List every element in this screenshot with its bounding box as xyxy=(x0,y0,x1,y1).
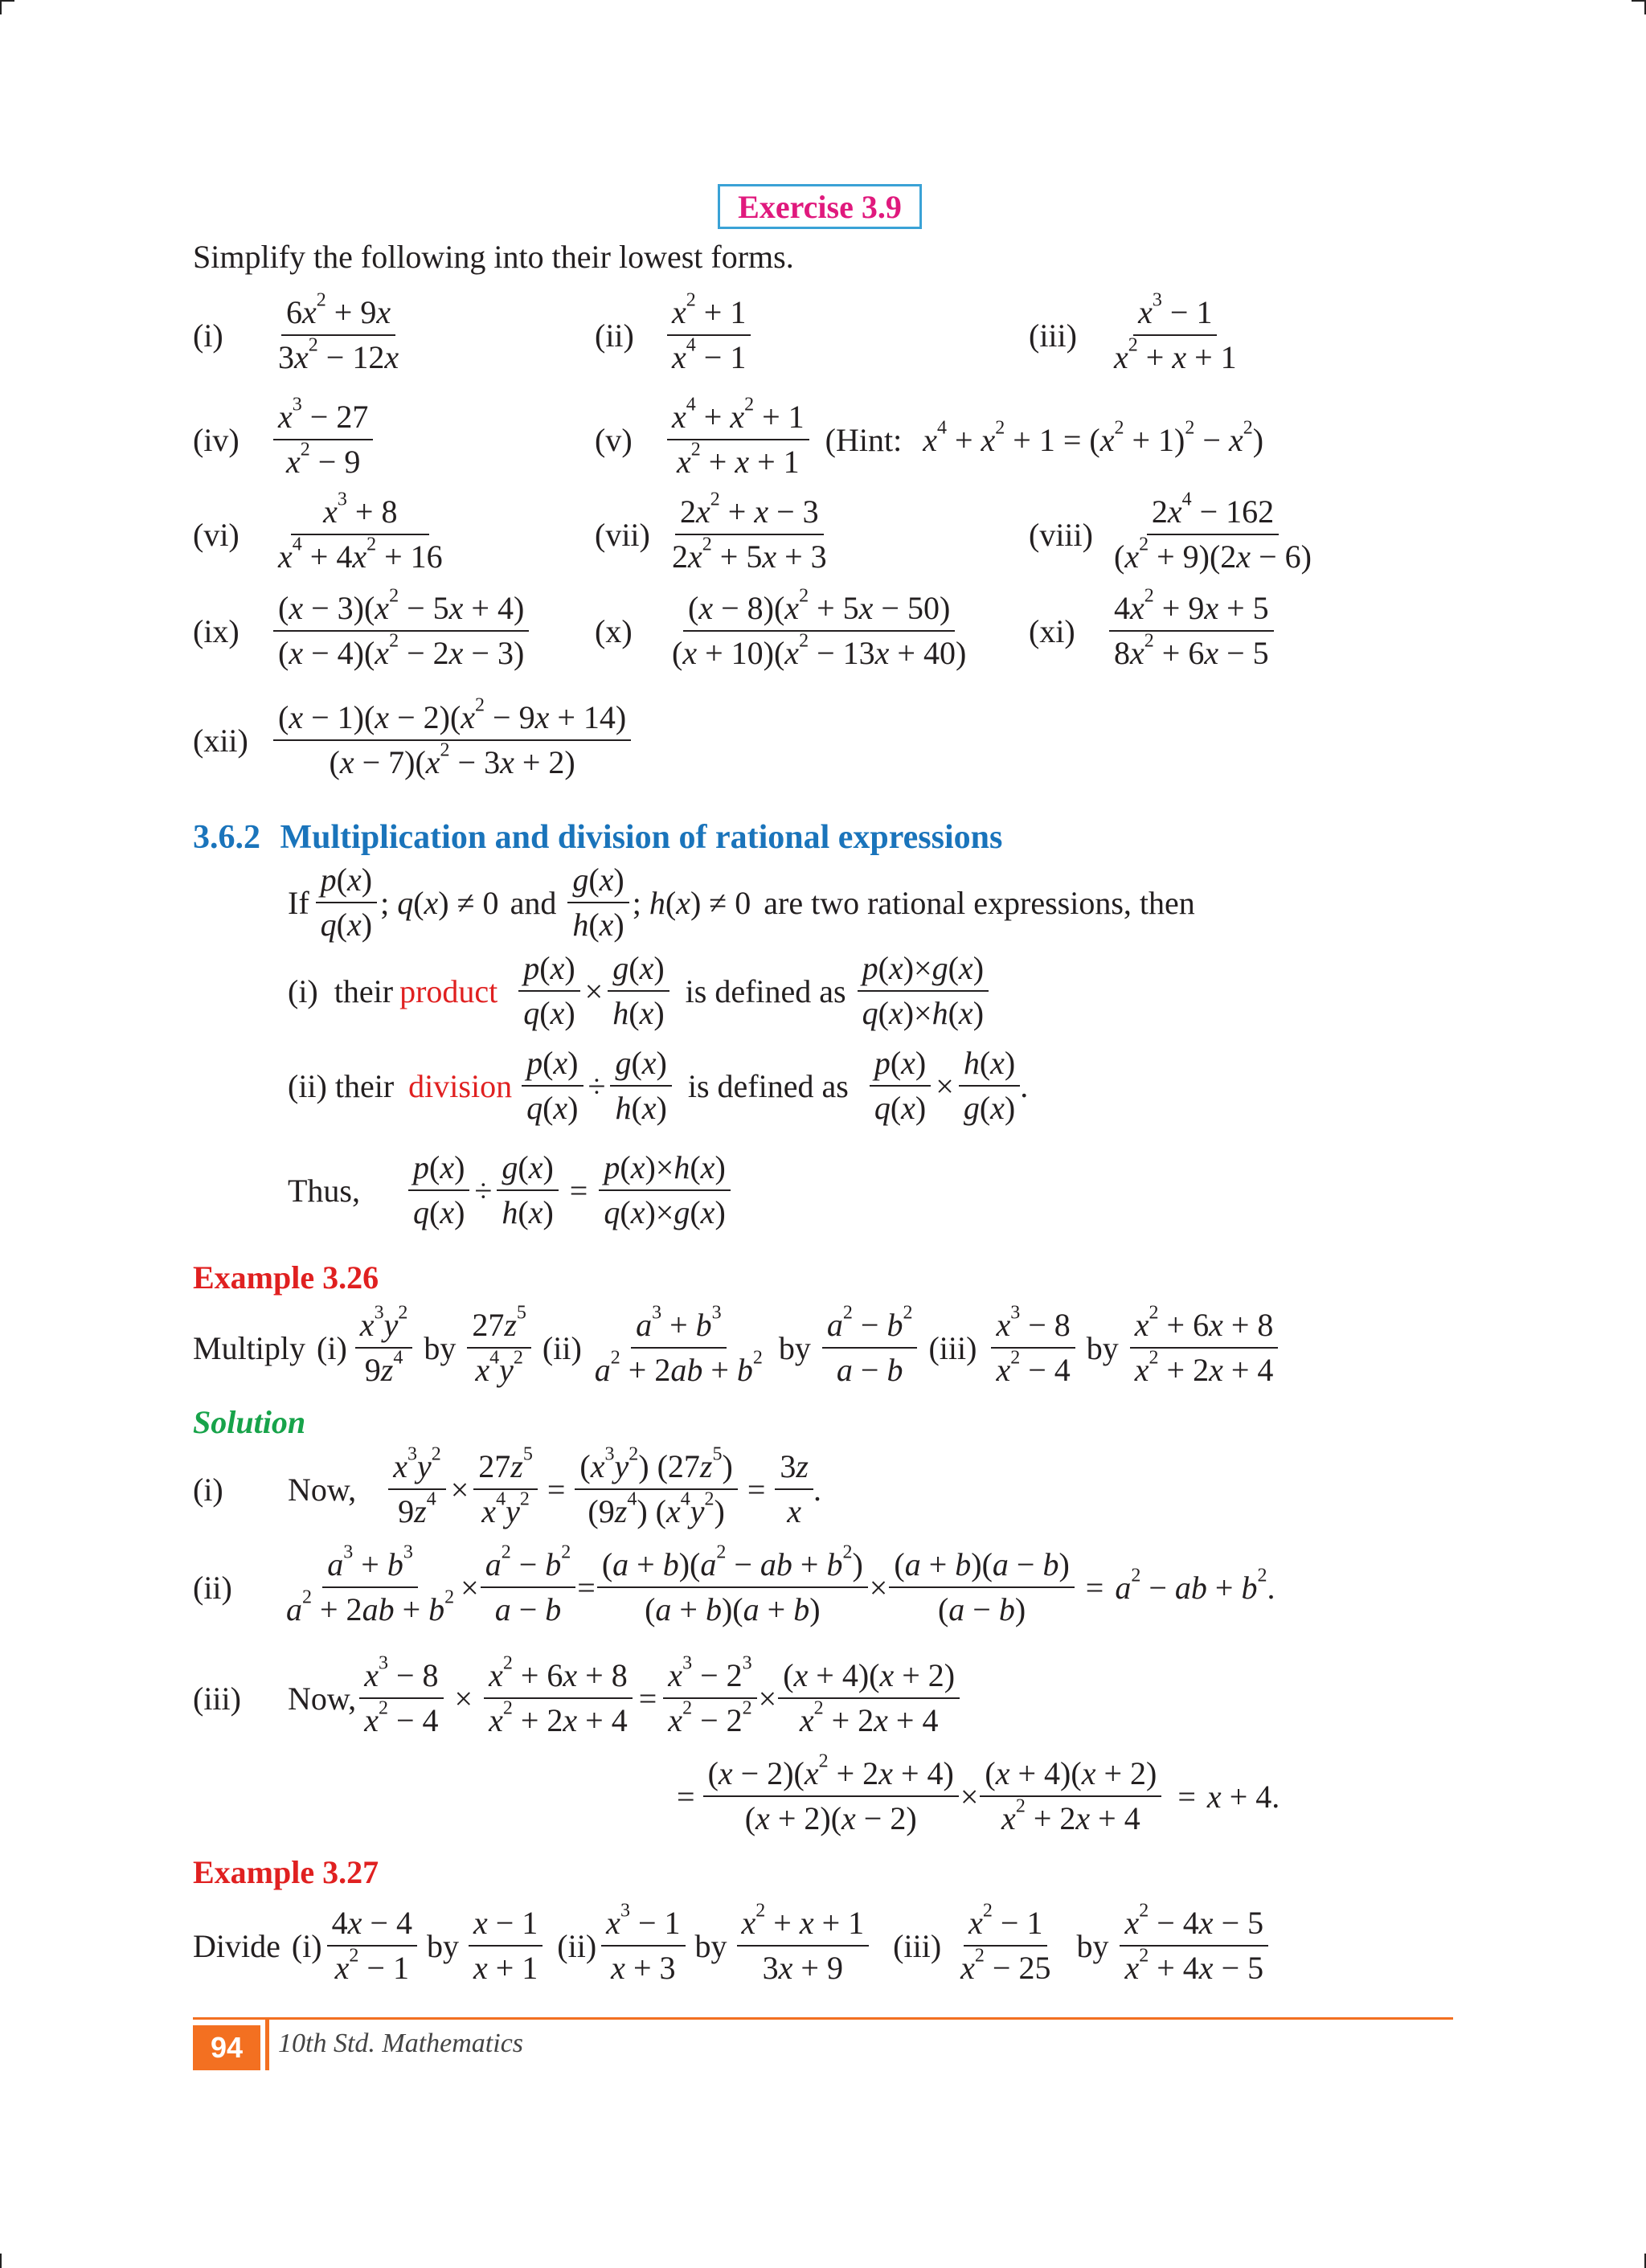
part-label: (i) xyxy=(193,1471,223,1508)
fraction: $\frac{a^2 - b^2}{a - b}$ xyxy=(822,1307,918,1389)
solution-part-ii xyxy=(193,1541,1275,1628)
crop-mark-bottom-left xyxy=(0,2254,2,2268)
section-heading xyxy=(193,818,1002,857)
item-label: (vii) xyxy=(595,516,650,553)
fraction: $\frac{x^3y^2}{9z^4}$ xyxy=(355,1307,413,1389)
product-word: product xyxy=(399,972,498,1009)
fraction: $\frac{x^3 - 8}{x^2 - 4}$ xyxy=(359,1657,443,1739)
fraction: $\frac{p(x)}{q(x)}$ xyxy=(522,1045,583,1127)
part-label: (iii) xyxy=(193,1680,241,1717)
solution-part-iii-continued xyxy=(677,1750,1280,1837)
fraction: $\frac{3z}{x}$ xyxy=(775,1448,813,1530)
fraction: $\frac{p(x)}{q(x)}$ xyxy=(518,950,579,1032)
product-definition xyxy=(288,950,989,1032)
exercise-item-x xyxy=(595,585,971,672)
fraction: $\frac{(a + b)(a^2 - ab + b^2)}{(a + b)(a + b)}$ xyxy=(597,1546,868,1628)
fraction: $\frac{x^2 + 6x + 8}{x^2 + 2x + 4}$ xyxy=(484,1657,633,1739)
definition-tail: are two rational expressions, then xyxy=(764,884,1195,921)
division-word: division xyxy=(408,1067,513,1104)
fraction: $\frac{p(x)\times g(x)}{q(x)\times h(x)}$ xyxy=(858,950,989,1032)
section-number: 3.6.2 xyxy=(193,819,260,856)
by-word: by xyxy=(1076,1927,1109,1964)
fraction: $\frac{x^3 - 27}{x^2 - 9}$ xyxy=(273,399,373,481)
if-word: If xyxy=(288,884,309,921)
times-sign: × xyxy=(960,1778,979,1815)
example-3-26-title: Example 3.26 xyxy=(193,1259,379,1296)
fraction: $\frac{p(x)}{q(x)}$ xyxy=(408,1149,469,1231)
exercise-item-v xyxy=(595,394,1264,481)
defined-as: is defined as xyxy=(687,1067,849,1104)
fraction: $\frac{x^3 - 2^3}{x^2 - 2^2}$ xyxy=(663,1657,756,1739)
fraction: $\frac{g(x)}{h(x)}$ xyxy=(608,950,669,1032)
divide-sign: ÷ xyxy=(588,1067,606,1104)
exercise-item-viii xyxy=(1029,489,1316,575)
equals-sign: = xyxy=(1085,1569,1104,1606)
product-lead: (i) their xyxy=(288,972,394,1009)
exercise-item-xi xyxy=(1029,585,1274,672)
equals-sign: = xyxy=(638,1680,657,1717)
fraction: $\frac{x^3y^2}{9z^4}$ xyxy=(388,1448,446,1530)
footer-divider xyxy=(265,2020,269,2070)
times-sign: × xyxy=(869,1569,888,1606)
fraction: $\frac{(x - 8)(x^2 + 5x - 50)}{(x + 10)(x^2 - 13x + 40)}$ xyxy=(672,585,967,671)
by-word: by xyxy=(778,1329,811,1366)
fraction: $\frac{4x^2 + 9x + 5}{8x^2 + 6x - 5}$ xyxy=(1109,590,1274,672)
part-label: (ii) xyxy=(557,1927,597,1964)
exercise-item-i xyxy=(193,289,403,376)
item-label: (i) xyxy=(193,317,223,354)
condition-h: ; h(x) ≠ 0 xyxy=(632,884,751,921)
part-label: (i) xyxy=(317,1329,347,1366)
fraction: $\frac{g(x)}{h(x)}$ xyxy=(567,862,629,944)
fraction: $\frac{x^2 + x + 1}{3x + 9}$ xyxy=(737,1905,870,1987)
part-label: (ii) xyxy=(542,1329,582,1366)
fraction: $\frac{x^2 + 1}{x^4 - 1}$ xyxy=(667,294,751,376)
section-title: Multiplication and division of rational expressions xyxy=(280,819,1003,856)
by-word: by xyxy=(426,1927,459,1964)
fraction: $\frac{6x^2 + 9x}{3x^2 - 12x}$ xyxy=(278,289,399,375)
fraction: $\frac{x^4 + x^2 + 1}{x^2 + x + 1}$ xyxy=(667,399,809,481)
exercise-title: Exercise 3.9 xyxy=(718,184,922,229)
part-label: (i) xyxy=(291,1927,322,1964)
fraction: $\frac{x^3 - 1}{x^2 + x + 1}$ xyxy=(1114,289,1237,375)
fraction: $\frac{a^3 + b^3}{a^2 + 2ab + b^2}$ xyxy=(594,1302,763,1388)
result: x + 4. xyxy=(1206,1778,1280,1815)
times-sign: × xyxy=(450,1471,469,1508)
exercise-item-ix xyxy=(193,585,529,672)
defined-as: is defined as xyxy=(685,972,846,1009)
fraction: $\frac{(a + b)(a - b)}{(a - b)}$ xyxy=(889,1546,1074,1628)
division-definition xyxy=(288,1045,1028,1127)
fraction: $\frac{(x - 2)(x^2 + 2x + 4)}{(x + 2)(x - 2)}$ xyxy=(703,1755,959,1837)
crop-mark-top-left xyxy=(0,0,2,14)
example-3-27-title: Example 3.27 xyxy=(193,1854,379,1890)
fraction: $\frac{x^2 - 4x - 5}{x^2 + 4x - 5}$ xyxy=(1120,1905,1268,1987)
divide-verb: Divide xyxy=(193,1927,280,1964)
fraction: $\frac{(x^3y^2) (27z^5)}{(9z^4) (x^4y^2)}$ xyxy=(575,1448,737,1530)
by-word: by xyxy=(424,1329,457,1366)
times-sign: × xyxy=(758,1680,777,1717)
equals-sign: = xyxy=(547,1471,566,1508)
fraction: $\frac{g(x)}{h(x)}$ xyxy=(497,1149,558,1231)
crop-mark-top-left-h xyxy=(0,0,14,2)
exercise-item-vi xyxy=(193,489,448,575)
item-label: (xi) xyxy=(1029,612,1075,649)
item-label: (vi) xyxy=(193,516,240,553)
divide-sign: ÷ xyxy=(474,1172,493,1209)
fraction: $\frac{27z^5}{x^4y^2}$ xyxy=(473,1448,538,1530)
equals-sign: = xyxy=(577,1569,596,1606)
crop-mark-top-right-h xyxy=(1632,0,1646,2)
fraction: $\frac{2x^4 - 162}{(x^2 + 9)(2x - 6)}$ xyxy=(1114,489,1312,575)
fraction: $\frac{g(x)}{h(x)}$ xyxy=(610,1045,671,1127)
result: $a^2$ − ab + $b^2$. xyxy=(1115,1564,1275,1606)
by-word: by xyxy=(1086,1329,1119,1366)
fraction: $\frac{x^2 + 6x + 8}{x^2 + 2x + 4}$ xyxy=(1130,1307,1279,1389)
exercise-item-iii xyxy=(1029,289,1242,376)
item-label: (iii) xyxy=(1029,317,1077,354)
item-label: (xii) xyxy=(193,722,248,759)
now-word: Now, xyxy=(288,1680,357,1717)
page-number: 94 xyxy=(193,2025,260,2070)
part-label: (ii) xyxy=(193,1569,232,1606)
fraction: $\frac{a^3 + b^3}{a^2 + 2ab + b^2}$ xyxy=(286,1541,455,1627)
period: . xyxy=(1020,1067,1029,1104)
exercise-item-iv xyxy=(193,394,373,481)
thus-word: Thus, xyxy=(288,1172,360,1209)
fraction: $\frac{x^3 + 8}{x^4 + 4x^2 + 16}$ xyxy=(278,489,443,575)
equals-sign: = xyxy=(569,1172,588,1209)
part-label: (iii) xyxy=(928,1329,977,1366)
solution-heading: Solution xyxy=(193,1404,306,1440)
solution-part-iii xyxy=(193,1652,960,1739)
fraction: $\frac{h(x)}{g(x)}$ xyxy=(959,1045,1020,1127)
fraction: $\frac{(x + 4)(x + 2)}{x^2 + 2x + 4}$ xyxy=(778,1657,960,1739)
item-label: (viii) xyxy=(1029,516,1093,553)
exercise-instruction: Simplify the following into their lowest forms. xyxy=(193,239,794,275)
item-label: (iv) xyxy=(193,421,240,458)
example-3-26-problem xyxy=(193,1302,1278,1389)
book-title: 10th Std. Mathematics xyxy=(278,2029,524,2058)
exercise-item-xii xyxy=(193,694,631,781)
equals-sign: = xyxy=(677,1778,695,1815)
fraction: $\frac{p(x)\times h(x)}{q(x)\times g(x)}$ xyxy=(599,1149,730,1231)
fraction: $\frac{x^3 - 1}{x + 3}$ xyxy=(601,1905,685,1987)
and-word: and xyxy=(510,884,557,921)
hint-prefix: (Hint: xyxy=(825,421,903,458)
fraction: $\frac{27z^5}{x^4y^2}$ xyxy=(467,1307,531,1389)
multiply-verb: Multiply xyxy=(193,1329,306,1366)
fraction: $\frac{(x - 1)(x - 2)(x^2 - 9x + 14)}{(x - 7)(x^2 - 3x + 2)}$ xyxy=(273,699,631,781)
part-label: (iii) xyxy=(893,1927,942,1964)
item-label: (v) xyxy=(595,421,633,458)
fraction: $\frac{4x - 4}{x^2 - 1}$ xyxy=(327,1905,417,1987)
item-label: (ix) xyxy=(193,612,240,649)
condition-q: ; q(x) ≠ 0 xyxy=(380,884,499,921)
fraction: $\frac{p(x)}{q(x)}$ xyxy=(870,1045,931,1127)
now-word: Now, xyxy=(288,1471,357,1508)
exercise-item-vii xyxy=(595,489,832,575)
period: . xyxy=(813,1471,821,1508)
fraction: $\frac{p(x)}{q(x)}$ xyxy=(316,862,377,944)
fraction: $\frac{x^2 - 1}{x^2 - 25}$ xyxy=(960,1900,1051,1986)
exercise-item-ii xyxy=(595,289,751,376)
example-3-27-problem xyxy=(193,1900,1268,1987)
thus-statement xyxy=(288,1149,731,1231)
hint-formula: $x^4 + x^2 + 1 = (x^2 + 1)^2 - x^2$) xyxy=(923,416,1264,458)
by-word: by xyxy=(694,1927,727,1964)
fraction: $\frac{(x + 4)(x + 2)}{x^2 + 2x + 4}$ xyxy=(980,1755,1161,1837)
fraction: $\frac{2x^2 + x - 3}{2x^2 + 5x + 3}$ xyxy=(672,489,827,575)
equals-sign: = xyxy=(1177,1778,1196,1815)
solution-part-i xyxy=(193,1443,821,1530)
times-sign: × xyxy=(461,1569,479,1606)
fraction: $\frac{(x - 3)(x^2 - 5x + 4)}{(x - 4)(x^2 - 2x - 3)}$ xyxy=(273,590,529,672)
fraction: $\frac{a^2 - b^2}{a - b}$ xyxy=(481,1546,576,1628)
item-label: (x) xyxy=(595,612,633,649)
division-lead: (ii) their xyxy=(288,1067,395,1104)
item-label: (ii) xyxy=(595,317,634,354)
fraction: $\frac{x - 1}{x + 1}$ xyxy=(469,1905,543,1987)
times-sign: × xyxy=(454,1680,473,1717)
equals-sign: = xyxy=(747,1471,766,1508)
definition-intro xyxy=(288,862,1195,944)
times-sign: × xyxy=(936,1067,954,1104)
times-sign: × xyxy=(584,972,604,1009)
fraction: $\frac{x^3 - 8}{x^2 - 4}$ xyxy=(991,1307,1075,1389)
footer-rule xyxy=(193,2017,1453,2020)
